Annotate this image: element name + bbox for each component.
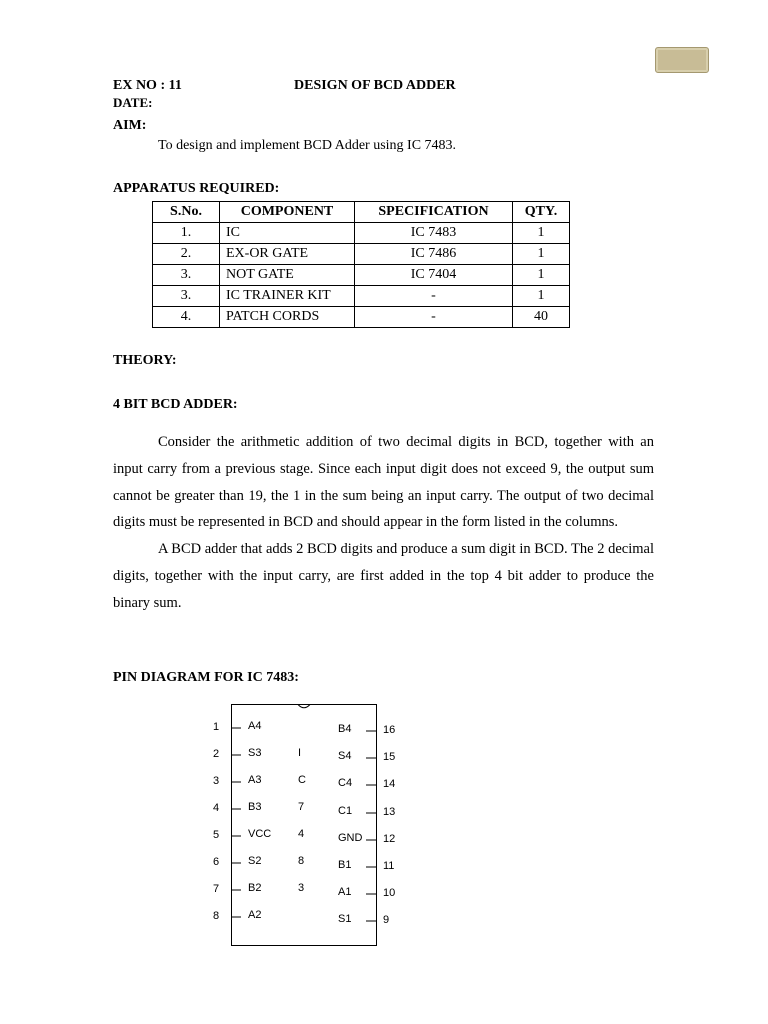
column-header-sno: S.No. [153,202,220,223]
ic-center-char: C [298,774,306,786]
pin-label-b4: B4 [338,723,352,735]
cell-specification: - [355,286,513,307]
cell-component: IC TRAINER KIT [220,286,355,307]
pin-number-1: 1 [213,721,220,733]
pin-number-11: 11 [383,860,395,872]
cell-sno: 4. [153,307,220,328]
table-row [153,244,570,265]
theory-heading: THEORY: [113,353,177,368]
exercise-number: EX NO : 11 [113,78,182,93]
cell-sno: 3. [153,265,220,286]
cell-sno: 1. [153,223,220,244]
pin-number-14: 14 [383,778,396,790]
pin-label-a4: A4 [248,720,262,732]
pin-number-9: 9 [383,914,390,926]
column-header-component: COMPONENT [220,202,355,223]
ic-center-char: I [298,747,302,759]
pin-label-c1: C1 [338,805,353,817]
aim-heading: AIM: [113,118,147,133]
pin-number-3: 3 [213,775,220,787]
ic-center-char: 3 [298,882,305,894]
pin-number-4: 4 [213,802,220,814]
pin-number-16: 16 [383,724,396,736]
pin-label-s2: S2 [248,855,262,867]
pin-label-gnd: GND [338,832,363,844]
column-header-qty: QTY. [513,202,570,223]
pin-label-c4: C4 [338,777,353,789]
theory-paragraph-2: A BCD adder that adds 2 BCD digits and produce a sum digit in BCD. The 2 decimal digits, together with the input carry, are first added in the top 4 bit adder to produce the binary sum. [113,541,654,611]
cell-qty: 1 [513,223,570,244]
page-title: DESIGN OF BCD ADDER [294,78,456,93]
table-row [153,265,570,286]
apparatus-table [152,201,570,328]
cell-specification: IC 7483 [355,223,513,244]
pin-number-8: 8 [213,910,220,922]
cell-sno: 3. [153,286,220,307]
theory-paragraph-1: Consider the arithmetic addition of two decimal digits in BCD, together with an input carry from a previous stage. Since each input digit does not exceed 9, the output sum cannot be greater than 19, the 1 in the sum being an input carry. The output of two decimal digits must be represented in BCD and should appear in the form listed in the columns. [113,434,654,531]
pin-label-a3: A3 [248,774,262,786]
column-header-specification: SPECIFICATION [355,202,513,223]
table-row [153,223,570,244]
bcd-adder-subheading: 4 BIT BCD ADDER: [113,397,238,412]
cell-component: IC [220,223,355,244]
cell-specification: IC 7486 [355,244,513,265]
pin-label-s1: S1 [338,913,352,925]
cell-sno: 2. [153,244,220,265]
cell-component: EX-OR GATE [220,244,355,265]
aim-text: To design and implement BCD Adder using IC 7483. [158,138,457,153]
page-badge [655,47,709,73]
pin-diagram-heading: PIN DIAGRAM FOR IC 7483: [113,670,299,685]
ic-center-char: 4 [298,828,305,840]
table-row [153,286,570,307]
cell-qty: 1 [513,244,570,265]
apparatus-heading: APPARATUS REQUIRED: [113,181,280,196]
date-label: DATE: [113,95,153,110]
pin-label-a2: A2 [248,909,262,921]
pin-label-s3: S3 [248,747,262,759]
cell-component: NOT GATE [220,265,355,286]
pin-label-a1: A1 [338,886,352,898]
pin-number-5: 5 [213,829,220,841]
ic-7483-outline [200,700,410,950]
pin-label-vcc: VCC [248,828,272,840]
cell-component: PATCH CORDS [220,307,355,328]
cell-qty: 1 [513,286,570,307]
ic-center-char: 8 [298,855,305,867]
pin-label-s4: S4 [338,750,352,762]
theory-body [113,429,654,617]
pin-number-15: 15 [383,751,396,763]
cell-qty: 1 [513,265,570,286]
pin-number-2: 2 [213,748,220,760]
cell-qty: 40 [513,307,570,328]
pin-label-b2: B2 [248,882,262,894]
pin-number-7: 7 [213,883,220,895]
cell-specification: IC 7404 [355,265,513,286]
cell-specification: - [355,307,513,328]
table-row [153,307,570,328]
pin-number-12: 12 [383,833,396,845]
pin-number-13: 13 [383,806,396,818]
ic-center-char: 7 [298,801,305,813]
pin-label-b1: B1 [338,859,352,871]
pin-number-6: 6 [213,856,220,868]
pin-label-b3: B3 [248,801,262,813]
table-header-row [153,202,570,223]
pin-number-10: 10 [383,887,396,899]
